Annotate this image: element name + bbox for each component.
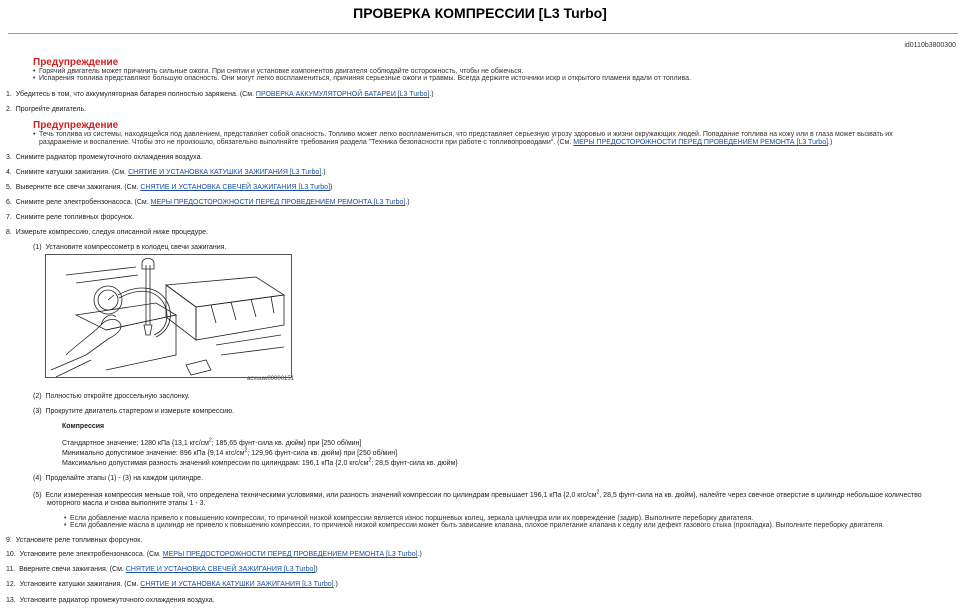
step-4: 4. Снимите катушки зажигания. (См. СНЯТИЕ И УСТАНОВКА КАТУШКИ ЗАЖИГАНИЯ [L3 Turbo].) — [6, 169, 326, 176]
step-10: 10. Установите реле электробензонасоса. (См. МЕРЫ ПРЕДОСТОРОЖНОСТИ ПЕРЕД ПРОВЕДЕНИЕМ РЕМОНТА [L3 Turbo].) — [6, 551, 422, 558]
spec-standard-value: Стандартное значение: 1280 кПа {13,1 кгс/$см^2$; 185,65 фунт-сила кв. дюйм} при [250 об/мин] — [62, 437, 362, 447]
document-id: id0110b3800300 — [904, 42, 956, 49]
step-7: 7. Снимите реле топливных форсунок. — [6, 214, 134, 221]
link-repair-precautions[interactable]: МЕРЫ ПРЕДОСТОРОЖНОСТИ ПЕРЕД ПРОВЕДЕНИЕМ РЕМОНТА [L3 Turbo] — [573, 139, 829, 146]
oil-test-bullet: • Если добавление масла в цилиндр не привело к повышению компрессии, то причиной низкой компрессии может быть зависание клапана, плохое прилегание клапана к седлу или дефект газового стыка (прокладка). Выполните переборку двигателя. — [64, 522, 885, 529]
link-spark-plugs[interactable]: СНЯТИЕ И УСТАНОВКА СВЕЧЕЙ ЗАЖИГАНИЯ [L3 Turbo] — [125, 566, 316, 573]
substep-5-continuation: моторного масла и снова выполните этапы 1 - 3. — [47, 500, 206, 507]
substep-5: (5) Если измеренная компрессия меньше той, что определена техническими условиями, или разность значений компрессии по цилиндрам превышает 196,1 кПа {2,0 кгс/$см^2$, 28,5 фунт-сила на кв. дюйм}, налейте через свечное отверстие в цилиндр небольшое количество — [33, 489, 922, 499]
link-repair-precautions[interactable]: МЕРЫ ПРЕДОСТОРОЖНОСТИ ПЕРЕД ПРОВЕДЕНИЕМ РЕМОНТА [L3 Turbo] — [150, 199, 406, 206]
figure-caption: acxuuw00000151 — [247, 376, 295, 382]
step-9: 9. Установите реле топливных форсунок. — [6, 537, 143, 544]
warning-bullet: • Течь топлива из системы, находящейся под давлением, представляет собой опасность. Топливо может легко воспламениться, что представляет серьезную угрозу здоровью и жизни окружающих людей. Попадание топлива на кожу или в глаза может вызвать их — [33, 131, 893, 138]
step-1: 1. Убедитесь в том, что аккумуляторная батарея полностью заряжена. (См. ПРОВЕРКА АККУМУЛЯТОРНОЙ БАТАРЕИ [L3 Turbo].) — [6, 91, 434, 98]
title-divider — [8, 33, 958, 34]
spec-max-difference: Максимально допустимая разность значений компрессии по цилиндрам: 196,1 кПа {2,0 кгс/$см^2$; 28,5 фунт-сила кв. дюйм} — [62, 457, 458, 467]
step-8: 8. Измерьте компрессию, следуя описанной ниже процедуре. — [6, 229, 208, 236]
step-13: 13. Установите радиатор промежуточного охлаждения воздуха. — [6, 597, 215, 604]
warning-bullet: • Испарения топлива представляют большую опасность. Они могут легко воспламениться, причиняя серьезные ожоги и травмы. Всегда держите источники искр и открытого пламени вдали от топлива. — [33, 75, 692, 82]
substep-2: (2) Полностью откройте дроссельную заслонку. — [33, 393, 190, 400]
page-title: ПРОВЕРКА КОМПРЕССИИ [L3 Turbo] — [353, 5, 607, 21]
step-2: 2. Прогрейте двигатель. — [6, 106, 87, 113]
engine-line-drawing — [46, 255, 291, 377]
spec-minimum-value: Минимально допустимое значение: 896 кПа {9,14 кгс/$см^2$; 129,96 фунт-сила кв. дюйм} при [250 об/мин] — [62, 447, 398, 457]
bullet-icon: • — [33, 75, 36, 82]
compression-gauge-illustration — [45, 254, 292, 378]
bullet-icon: • — [33, 68, 36, 75]
warning-heading: Предупреждение — [33, 57, 119, 68]
step-11: 11. Вверните свечи зажигания. (См. СНЯТИЕ И УСТАНОВКА СВЕЧЕЙ ЗАЖИГАНИЯ [L3 Turbo]) — [6, 566, 318, 573]
link-battery-check[interactable]: ПРОВЕРКА АККУМУЛЯТОРНОЙ БАТАРЕИ [L3 Turbo] — [255, 91, 430, 98]
compression-spec-label: Компрессия — [62, 423, 105, 430]
substep-3: (3) Прокрутите двигатель стартером и измерьте компрессию. — [33, 408, 235, 415]
step-12: 12. Установите катушки зажигания. (См. СНЯТИЕ И УСТАНОВКА КАТУШКИ ЗАЖИГАНИЯ [L3 Turbo].) — [6, 581, 338, 588]
bullet-icon: • — [64, 522, 67, 529]
warning-bullet-continuation: раздражение и воспаление. Чтобы это не произошло, обязательно выполняйте требования раздела "Техника безопасности при работе с топливопроводами". (См. МЕРЫ ПРЕДОСТОРОЖНОСТИ ПЕРЕД ПРОВЕДЕНИЕМ РЕМОНТА [L3 Turbo].) — [39, 139, 833, 146]
step-3: 3. Снимите радиатор промежуточного охлаждения воздуха. — [6, 154, 203, 161]
bullet-icon: • — [64, 515, 67, 522]
warning-heading: Предупреждение — [33, 120, 119, 131]
step-6: 6. Снимите реле электробензонасоса. (См. МЕРЫ ПРЕДОСТОРОЖНОСТИ ПЕРЕД ПРОВЕДЕНИЕМ РЕМОНТА [L3 Turbo].) — [6, 199, 410, 206]
step-5: 5. Выверните все свечи зажигания. (См. СНЯТИЕ И УСТАНОВКА СВЕЧЕЙ ЗАЖИГАНИЯ [L3 Turbo]) — [6, 184, 333, 191]
link-spark-plugs[interactable]: СНЯТИЕ И УСТАНОВКА СВЕЧЕЙ ЗАЖИГАНИЯ [L3 Turbo] — [140, 184, 331, 191]
substep-1: (1) Установите компрессометр в колодец свечи зажигания. — [33, 244, 227, 251]
substep-4: (4) Проделайте этапы (1) - (3) на каждом цилиндре. — [33, 475, 204, 482]
link-repair-precautions[interactable]: МЕРЫ ПРЕДОСТОРОЖНОСТИ ПЕРЕД ПРОВЕДЕНИЕМ РЕМОНТА [L3 Turbo] — [162, 551, 418, 558]
warning-bullet: • Горячий двигатель может причинить сильные ожоги. При снятии и установке компонентов двигателя соблюдайте осторожность, чтобы не обжечься. — [33, 68, 524, 75]
oil-test-bullet: • Если добавление масла привело к повышению компрессии, то причиной низкой компрессии является износ поршневых колец, зеркала цилиндра или их повреждение (задир). Выполните переборку двигателя. — [64, 515, 754, 522]
bullet-icon: • — [33, 131, 36, 138]
link-ignition-coil[interactable]: СНЯТИЕ И УСТАНОВКА КАТУШКИ ЗАЖИГАНИЯ [L3 Turbo] — [140, 581, 334, 588]
link-ignition-coil[interactable]: СНЯТИЕ И УСТАНОВКА КАТУШКИ ЗАЖИГАНИЯ [L3 Turbo] — [128, 169, 322, 176]
